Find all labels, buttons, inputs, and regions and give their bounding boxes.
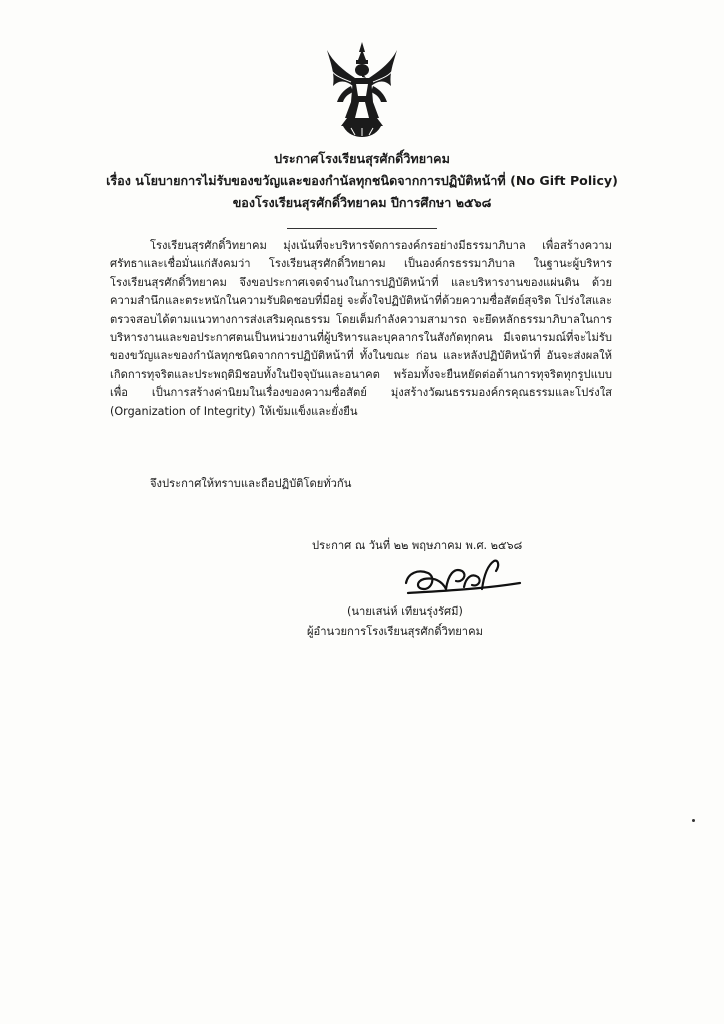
title-divider <box>287 228 437 229</box>
handwritten-signature <box>402 553 522 599</box>
signer-title: ผู้อำนวยการโรงเรียนสุรศักดิ์วิทยาคม <box>307 625 483 638</box>
title-line-1: ประกาศโรงเรียนสุรศักดิ์วิทยาคม <box>274 151 450 166</box>
document-title <box>60 148 664 214</box>
paper-speck <box>692 819 695 822</box>
body-paragraph: โรงเรียนสุรศักดิ์วิทยาคม มุ่งเน้นที่จะบริหารจัดการองค์กรอย่างมีธรรมาภิบาล เพื่อสร้างความศรัทธาและเชื่อมั่นแก่สังคมว่า โรงเรียนสุรศักดิ์วิทยาคม เป็นองค์กรธรรมาภิบาล ในฐานะผู้บริหาร โรงเรียนสุรศักดิ์วิทยาคม จึงขอประกาศเจตจำนงในการปฏิบัติหน้าที่ และบริหารงานของแผ่นดิน ด้วยความสำนึกและตระหนักในความรับผิดชอบที่มีอยู่ จะตั้งใจปฏิบัติหน้าที่ด้วยความซื่อสัตย์สุจริต โปร่งใสและตรวจสอบได้ตามแนวทางการส่งเสริมคุณธรรม โดยเต็มกำลังความสามารถ จะยึดหลักธรรมาภิบาลในการบริหารงานและขอประกาศตนเป็นหน่วยงานที่ผู้บริหารและบุคลากรในสังกัดทุกคน มีเจตนารมณ์ที่จะไม่รับของขวัญและของกำนัลทุกชนิดจากการปฏิบัติหน้าที่ ทั้งในขณะ ก่อน และหลังปฏิบัติหน้าที่ อันจะส่งผลให้เกิดการทุจริตและประพฤติมิชอบทั้งในปัจจุบันและอนาคต พร้อมทั้งจะยืนหยัดต่อต้านการทุจริตทุกรูปแบบ เพื่อ เป็นการสร้างค่านิยมในเรื่องของความซื่อสัตย์ มุ่งสร้างวัฒนธรรมองค์กรคุณธรรมและโปร่งใส (Organization of Integrity) ให้เข้มแข็งและยั่งยืน <box>110 239 612 418</box>
notice-line: จึงประกาศให้ทราบและถือปฏิบัติโดยทั่วกัน <box>150 477 352 490</box>
garuda-emblem-icon <box>325 40 399 138</box>
title-line-3: ของโรงเรียนสุรศักดิ์วิทยาคม ปีการศึกษา ๒๕๖๘ <box>232 195 492 210</box>
signer-name: (นายเสน่ห์ เทียนรุ่งรัศมี) <box>347 605 463 618</box>
title-line-2: เรื่อง นโยบายการไม่รับของขวัญและของกำนัลทุกชนิดจากการปฏิบัติหน้าที่ (No Gift Policy) <box>106 173 618 188</box>
date-line: ประกาศ ณ วันที่ ๒๒ พฤษภาคม พ.ศ. ๒๕๖๘ <box>312 539 523 552</box>
